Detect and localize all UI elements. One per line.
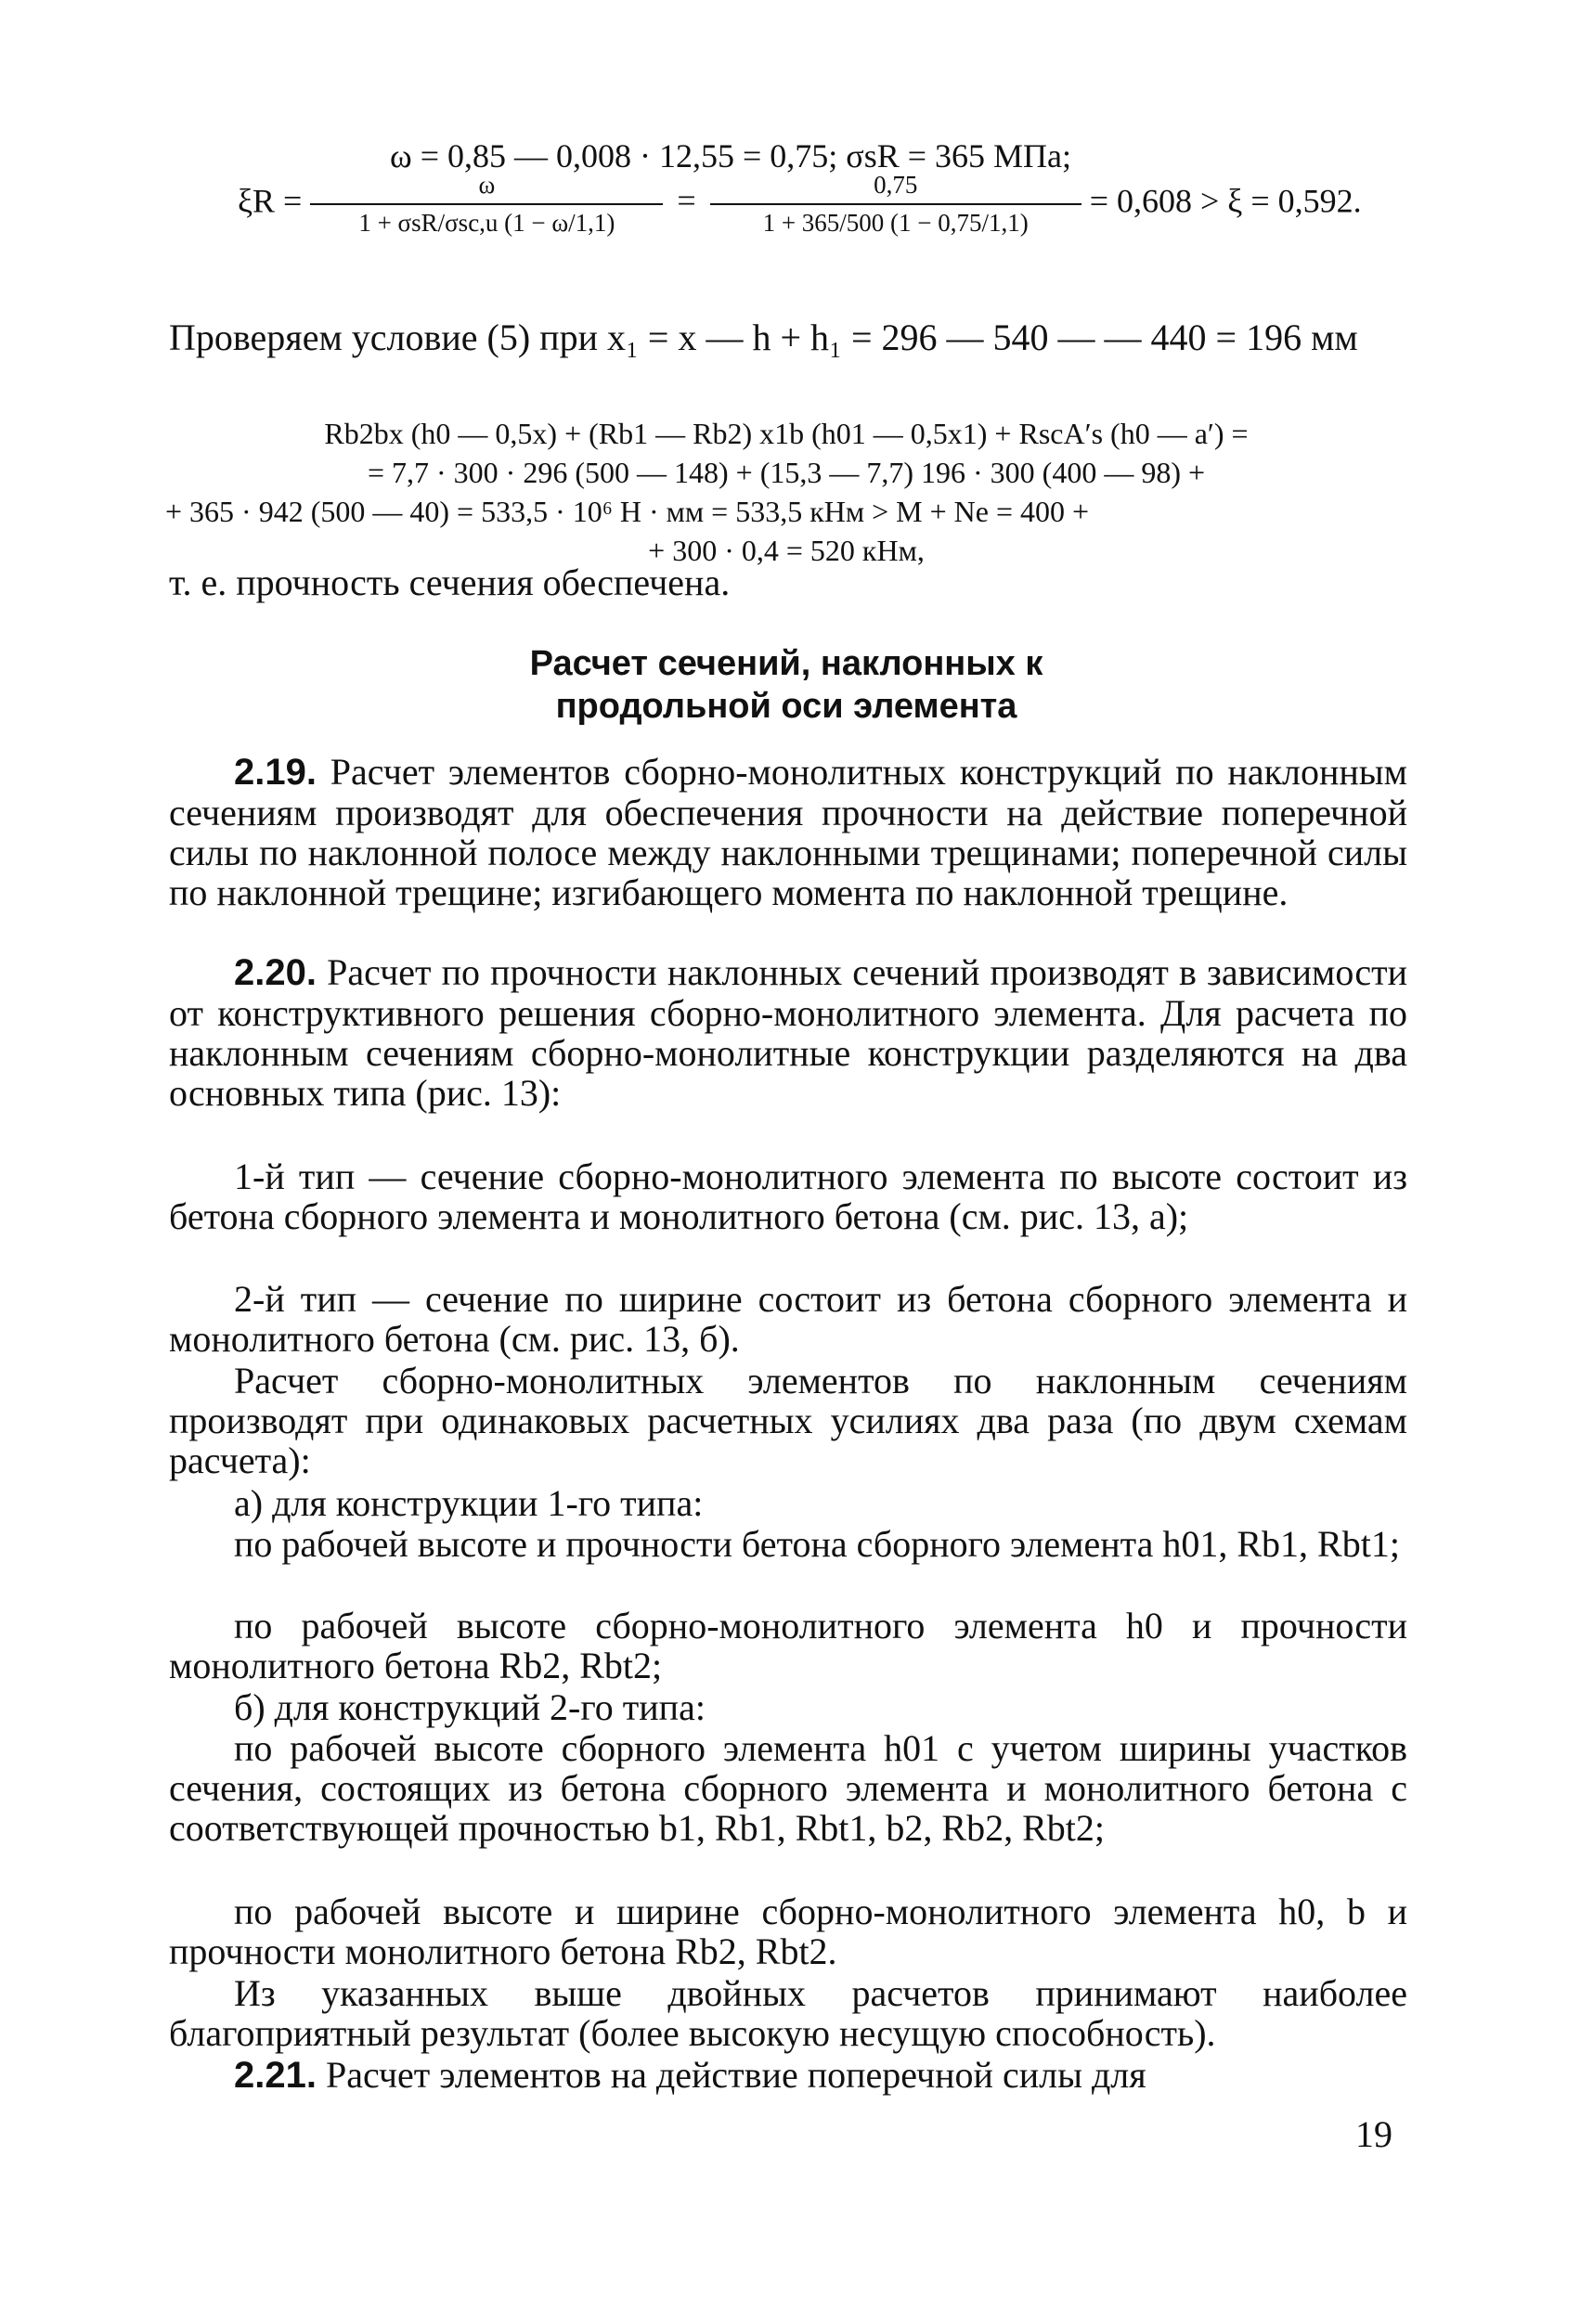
fraction-1-numerator: ω bbox=[310, 173, 663, 205]
paragraph-text: Расчет элементов на действие поперечной силы для bbox=[316, 2054, 1146, 2096]
type-2-item: 2-й тип — сечение по ширине состоит из бетона сборного элемента и монолитного бетона (см. рис. 13, б). bbox=[169, 1278, 1407, 1360]
clause-number: 2.21. bbox=[234, 2055, 317, 2096]
type-2-heading: б) для конструкций 2-го типа: bbox=[234, 1686, 706, 1728]
calc-line-1: Rb2bx (h0 — 0,5x) + (Rb1 — Rb2) x1b (h01 — 0,5x1) + RscA′s (h0 — a′) = bbox=[324, 417, 1249, 450]
clause-number: 2.19. bbox=[234, 752, 317, 793]
calc-line-2: = 7,7 · 300 · 296 (500 — 148) + (15,3 — 7,7) 196 · 300 (400 — 98) + bbox=[367, 456, 1206, 489]
paragraph-2-20 bbox=[169, 952, 1407, 1113]
type-1-item: 1-й тип — сечение сборно-монолитного элемента по высоте состоит из бетона сборного элемента и монолитного бетона (см. рис. 13, а); bbox=[169, 1156, 1407, 1237]
page-number: 19 bbox=[1355, 2113, 1392, 2155]
xi-label: ξR = bbox=[238, 182, 303, 220]
paragraph-2-21 bbox=[169, 2055, 1407, 2096]
type-2-scheme-b: по рабочей высоте и ширине сборно-монолитного элемента h0, b и прочности монолитного бетона Rb2, Rbt2. bbox=[169, 1891, 1407, 1972]
calc-line-3: + 365 · 942 (500 — 40) = 533,5 · 10⁶ Н · мм = 533,5 кНм > M + Ne = 400 + bbox=[165, 495, 1090, 528]
fraction-1-denominator: 1 + σsR/σsc,u (1 − ω/1,1) bbox=[358, 209, 615, 237]
omega-formula: ω = 0,85 — 0,008 · 12,55 = 0,75; σsR = 365 МПа; bbox=[390, 137, 1072, 174]
type-1-scheme-b: по рабочей высоте сборно-монолитного элемента h0 и прочности монолитного бетона Rb2, Rbt2; bbox=[169, 1605, 1407, 1686]
type-1-heading: а) для конструкции 1-го типа: bbox=[234, 1482, 704, 1524]
fraction-1 bbox=[310, 173, 663, 236]
check-text: Проверяем условие (5) при x₁ = x — h + h₁ = 296 — 540 — — 440 = 196 мм bbox=[169, 316, 1358, 358]
fraction-2 bbox=[710, 173, 1081, 236]
two-schemes-paragraph: Расчет сборно-монолитных элементов по наклонным сечениям производят при одинаковых расчетных усилиях два раза (по двум схемам расчета): bbox=[169, 1360, 1407, 1481]
paragraph-text: Расчет по прочности наклонных сечений производят в зависимости от конструктивного решения сборно-монолитного элемента. Для расчета по наклонным сечениям сборно-монолитные конструкции разделяются на два основных типа (рис. 13): bbox=[169, 951, 1407, 1114]
xi-formula: ξR = $\frac{\omega}{\text{1 + σsR/σsc,u (1 − ω/1,1)}}$ = $\frac{0,75}{1 + 365/500 (1 - 0,75/1,1)}$ = 0,608 > ξ = 0,592. bbox=[238, 171, 1362, 237]
type-2-scheme-a: по рабочей высоте сборного элемента h01 с учетом ширины участков сечения, состоящих из бетона сборного элемента и монолитного бетона с соответствующей прочностью b1, Rb1, Rbt1, b2, Rb2, Rbt2; bbox=[169, 1727, 1407, 1849]
result-choice-paragraph: Из указанных выше двойных расчетов принимают наиболее благоприятный результат (более высокую несущую способность). bbox=[169, 1972, 1407, 2054]
clause-number: 2.20. bbox=[234, 952, 317, 993]
calc-line-4: + 300 · 0,4 = 520 кНм, bbox=[648, 534, 925, 567]
paragraph-text: Расчет элементов сборно-монолитных конструкций по наклонным сечениям производят для обеспечения прочности на действие поперечной силы по наклонной полосе между наклонными трещинами; поперечной силы по наклонной трещине; изгибающего момента по наклонной трещине. bbox=[169, 751, 1407, 913]
fraction-2-numerator: 0,75 bbox=[710, 173, 1081, 205]
section-heading: Расчет сечений, наклонных к продольной оси элемента bbox=[529, 644, 1043, 726]
fraction-2-denominator: 1 + 365/500 (1 − 0,75/1,1) bbox=[762, 209, 1029, 237]
xi-result: = 0,608 > ξ = 0,592. bbox=[1089, 182, 1362, 220]
paragraph-2-19 bbox=[169, 752, 1407, 912]
type-1-scheme-a: по рабочей высоте и прочности бетона сборного элемента h01, Rb1, Rbt1; bbox=[234, 1523, 1400, 1565]
conclusion-text: т. е. прочность сечения обеспечена. bbox=[169, 562, 731, 603]
calculation-block bbox=[165, 414, 1407, 570]
